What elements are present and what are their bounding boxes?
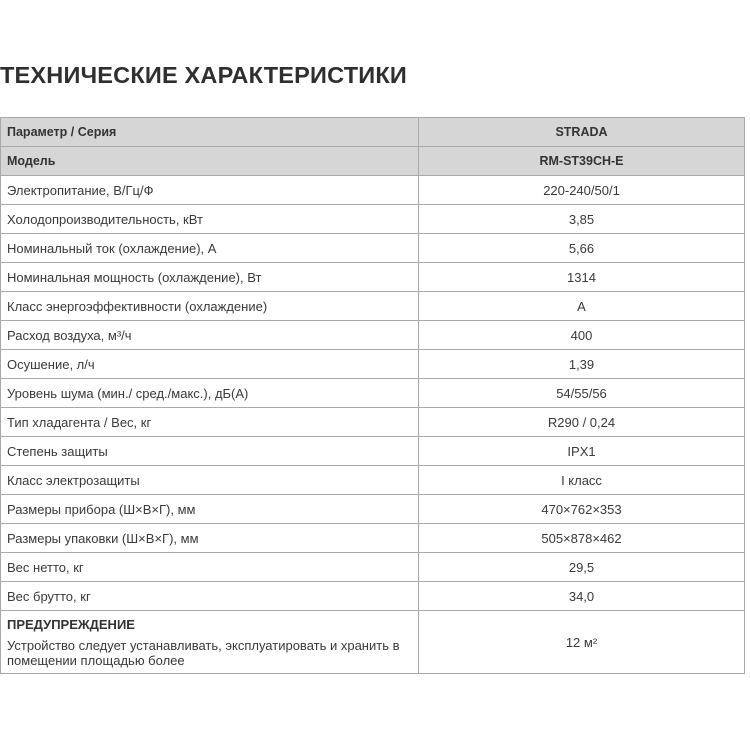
value-cell: А: [419, 292, 745, 321]
value-cell: R290 / 0,24: [419, 408, 745, 437]
table-row: [1, 176, 745, 205]
table-row: [1, 408, 745, 437]
header-param-cell: Модель: [1, 147, 419, 176]
value-cell: 220-240/50/1: [419, 176, 745, 205]
table-row: [1, 379, 745, 408]
table-row: [1, 292, 745, 321]
table-row: [1, 263, 745, 292]
value-cell: 34,0: [419, 582, 745, 611]
value-cell: 1314: [419, 263, 745, 292]
param-cell: Осушение, л/ч: [1, 350, 419, 379]
page-title: ТЕХНИЧЕСКИЕ ХАРАКТЕРИСТИКИ: [0, 62, 407, 88]
param-cell: Вес нетто, кг: [1, 553, 419, 582]
warning-row: [1, 611, 745, 674]
param-cell: Номинальный ток (охлаждение), А: [1, 234, 419, 263]
value-cell: 470×762×353: [419, 495, 745, 524]
value-cell: I класс: [419, 466, 745, 495]
param-cell: Расход воздуха, м³/ч: [1, 321, 419, 350]
header-model-cell: RM-ST39CH-E: [419, 147, 745, 176]
table-header-row: [1, 118, 745, 147]
param-cell: Номинальная мощность (охлаждение), Вт: [1, 263, 419, 292]
table-row: [1, 466, 745, 495]
table-row: [1, 205, 745, 234]
value-cell: 5,66: [419, 234, 745, 263]
value-cell: 3,85: [419, 205, 745, 234]
param-cell: Холодопроизводительность, кВт: [1, 205, 419, 234]
header-series-cell: STRADA: [419, 118, 745, 147]
param-cell: Вес брутто, кг: [1, 582, 419, 611]
table-row: [1, 321, 745, 350]
param-cell: Тип хладагента / Вес, кг: [1, 408, 419, 437]
spec-table: [0, 117, 745, 674]
param-cell: Уровень шума (мин./ сред./макс.), дБ(А): [1, 379, 419, 408]
warning-text: Устройство следует устанавливать, эксплуатировать и хранить в помещении площадью более: [7, 637, 400, 668]
table-row: [1, 524, 745, 553]
warning-value-cell: 12 м²: [419, 611, 745, 674]
value-cell: IPX1: [419, 437, 745, 466]
table-row: [1, 553, 745, 582]
param-cell: Размеры прибора (Ш×В×Г), мм: [1, 495, 419, 524]
param-cell: Класс энергоэффективности (охлаждение): [1, 292, 419, 321]
value-cell: 400: [419, 321, 745, 350]
value-cell: 505×878×462: [419, 524, 745, 553]
table-row: [1, 350, 745, 379]
param-cell: Электропитание, В/Гц/Ф: [1, 176, 419, 205]
table-row: [1, 582, 745, 611]
header-param-cell: Параметр / Серия: [1, 118, 419, 147]
value-cell: 54/55/56: [419, 379, 745, 408]
value-cell: 1,39: [419, 350, 745, 379]
table-row: [1, 495, 745, 524]
warning-title: ПРЕДУПРЕЖДЕНИЕ: [7, 616, 135, 632]
value-cell: 29,5: [419, 553, 745, 582]
param-cell: Размеры упаковки (Ш×В×Г), мм: [1, 524, 419, 553]
table-row: [1, 234, 745, 263]
table-row: [1, 437, 745, 466]
table-header-row: [1, 147, 745, 176]
param-cell: Степень защиты: [1, 437, 419, 466]
param-cell: Класс электрозащиты: [1, 466, 419, 495]
warning-cell: [1, 611, 419, 674]
